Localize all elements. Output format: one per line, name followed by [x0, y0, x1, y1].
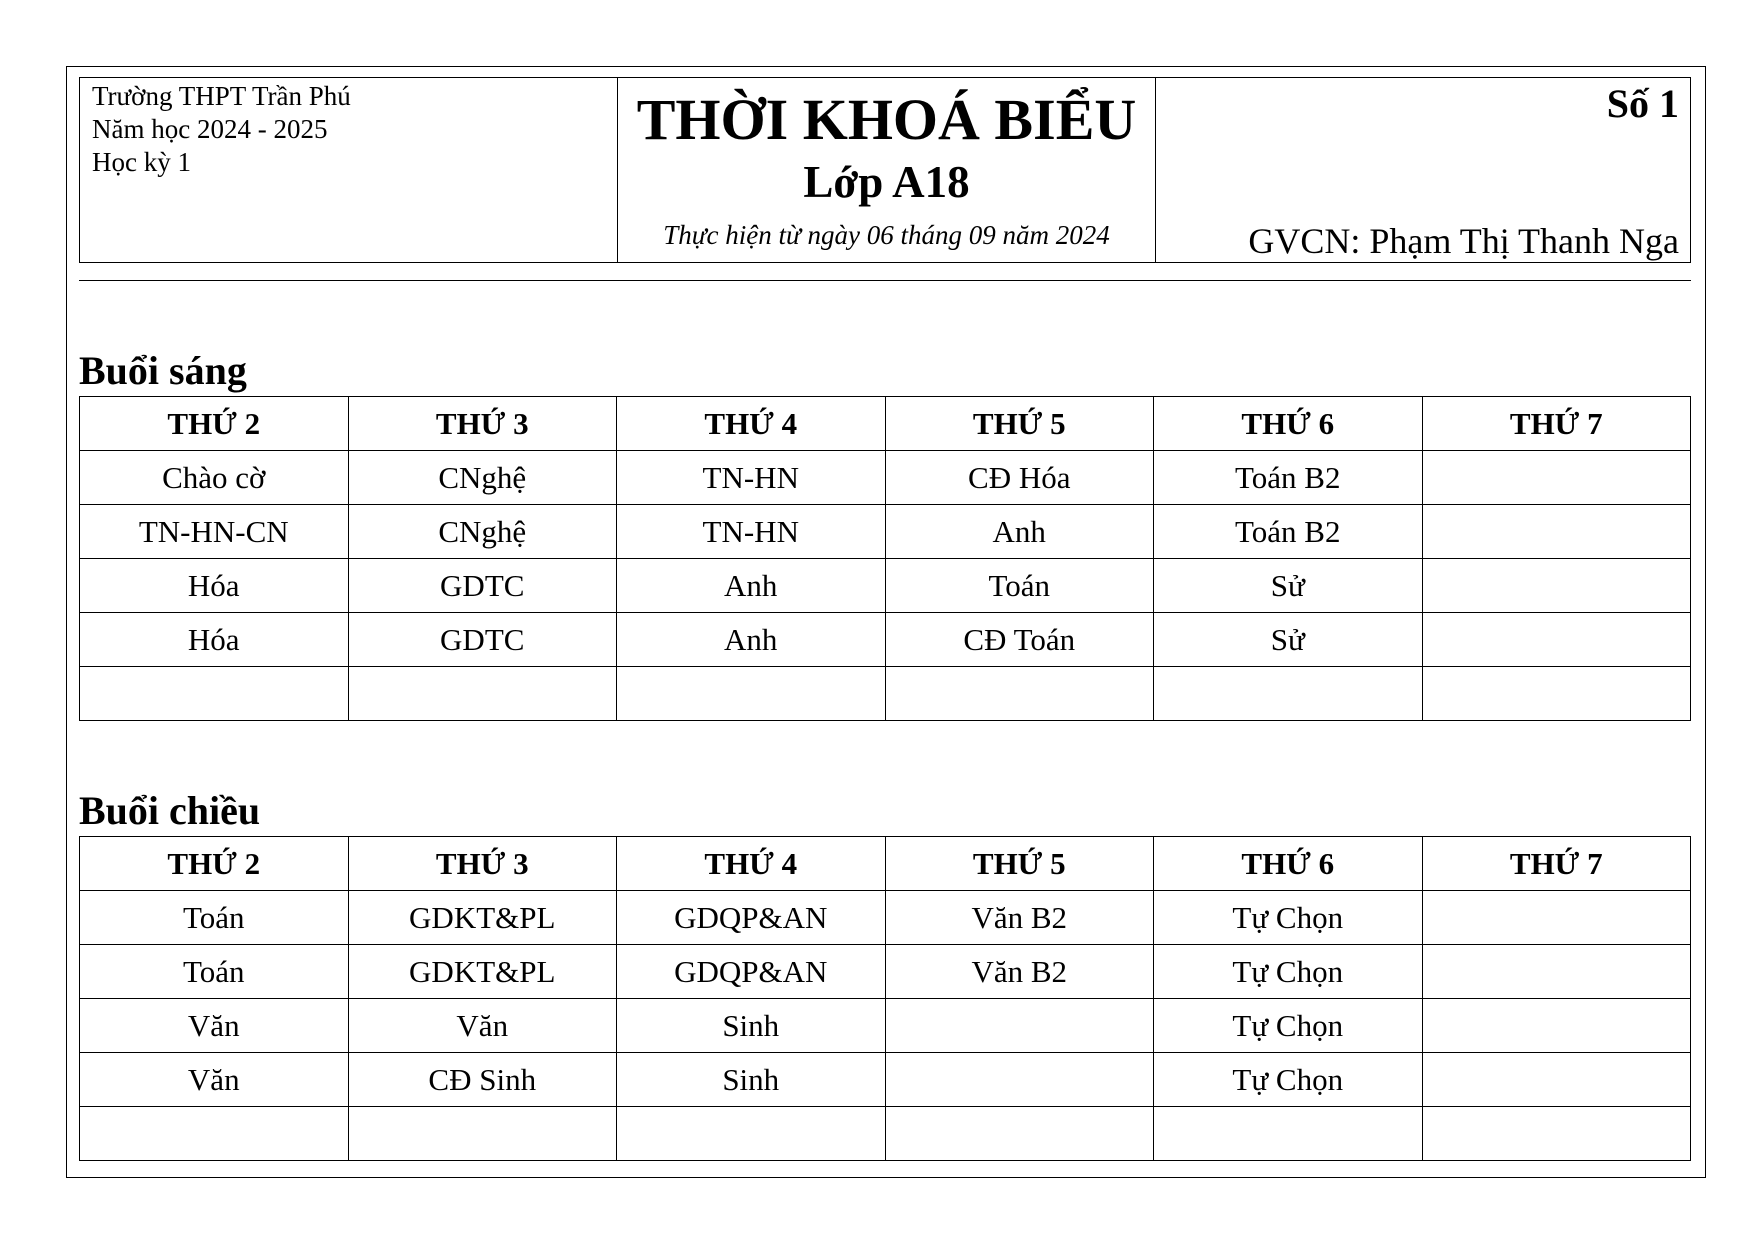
table-row	[80, 999, 1691, 1053]
table-cell	[1422, 559, 1691, 613]
table-cell	[348, 667, 617, 721]
table-row	[80, 613, 1691, 667]
table-cell	[1422, 667, 1691, 721]
table-cell	[885, 1107, 1154, 1161]
table-cell: GDQP&AN	[617, 891, 886, 945]
table-cell: Tự Chọn	[1154, 1053, 1423, 1107]
table-cell: TN-HN	[617, 505, 886, 559]
table-cell: Văn	[348, 999, 617, 1053]
table-cell: GDKT&PL	[348, 891, 617, 945]
day-header: THỨ 7	[1422, 837, 1691, 891]
school-name: Trường THPT Trần Phú	[92, 81, 351, 111]
table-cell	[1422, 451, 1691, 505]
table-cell	[1422, 505, 1691, 559]
table-row	[80, 945, 1691, 999]
day-header: THỨ 5	[885, 837, 1154, 891]
day-header: THỨ 5	[885, 397, 1154, 451]
table-cell: Tự Chọn	[1154, 999, 1423, 1053]
table-cell: Tự Chọn	[1154, 891, 1423, 945]
table-cell: Văn B2	[885, 891, 1154, 945]
table-row	[80, 505, 1691, 559]
table-cell	[1422, 1107, 1691, 1161]
day-header: THỨ 6	[1154, 397, 1423, 451]
day-header: THỨ 2	[80, 397, 349, 451]
afternoon-schedule-table	[79, 836, 1691, 1161]
table-row	[80, 667, 1691, 721]
day-header: THỨ 3	[348, 397, 617, 451]
table-cell	[80, 667, 349, 721]
table-cell: CĐ Hóa	[885, 451, 1154, 505]
table-cell: Hóa	[80, 613, 349, 667]
school-term: Học kỳ 1	[92, 147, 191, 177]
table-header-row	[80, 397, 1691, 451]
homeroom-teacher: GVCN: Phạm Thị Thanh Nga	[1248, 221, 1679, 261]
day-header: THỨ 7	[1422, 397, 1691, 451]
table-cell	[617, 667, 886, 721]
table-cell: Chào cờ	[80, 451, 349, 505]
day-header: THỨ 2	[80, 837, 349, 891]
table-cell: Sử	[1154, 559, 1423, 613]
table-cell: Văn	[80, 1053, 349, 1107]
table-cell: Toán B2	[1154, 451, 1423, 505]
table-cell: Toán	[80, 945, 349, 999]
table-cell: Toán B2	[1154, 505, 1423, 559]
table-cell	[1422, 1053, 1691, 1107]
afternoon-session-title: Buổi chiều	[79, 788, 261, 833]
day-header: THỨ 6	[1154, 837, 1423, 891]
header	[79, 77, 1691, 263]
table-cell	[1154, 667, 1423, 721]
morning-schedule-table	[79, 396, 1691, 721]
table-cell	[885, 1053, 1154, 1107]
table-cell	[1422, 613, 1691, 667]
table-cell	[1422, 999, 1691, 1053]
header-divider	[79, 280, 1691, 281]
table-cell: Văn	[80, 999, 349, 1053]
table-cell: Sử	[1154, 613, 1423, 667]
day-header: THỨ 3	[348, 837, 617, 891]
table-cell: Văn B2	[885, 945, 1154, 999]
table-cell: GDTC	[348, 613, 617, 667]
table-cell: GDQP&AN	[617, 945, 886, 999]
title-block	[618, 78, 1156, 262]
table-cell: GDTC	[348, 559, 617, 613]
table-row	[80, 559, 1691, 613]
table-cell: CNghệ	[348, 451, 617, 505]
doc-info	[1156, 78, 1690, 262]
doc-number: Số 1	[1606, 81, 1679, 126]
table-cell	[1422, 945, 1691, 999]
table-cell: Sinh	[617, 999, 886, 1053]
table-cell	[348, 1107, 617, 1161]
table-cell: Anh	[885, 505, 1154, 559]
school-info	[80, 78, 618, 262]
table-cell: Tự Chọn	[1154, 945, 1423, 999]
table-cell	[617, 1107, 886, 1161]
table-row	[80, 451, 1691, 505]
morning-session-title: Buổi sáng	[79, 348, 247, 393]
school-year: Năm học 2024 - 2025	[92, 114, 328, 144]
table-cell: Toán	[885, 559, 1154, 613]
table-header-row	[80, 837, 1691, 891]
table-cell: Anh	[617, 613, 886, 667]
table-cell: Toán	[80, 891, 349, 945]
table-row	[80, 1107, 1691, 1161]
table-cell	[1154, 1107, 1423, 1161]
table-cell: CĐ Sinh	[348, 1053, 617, 1107]
table-cell: Sinh	[617, 1053, 886, 1107]
class-name: Lớp A18	[803, 157, 970, 207]
table-cell: Anh	[617, 559, 886, 613]
table-cell: Hóa	[80, 559, 349, 613]
table-cell: CNghệ	[348, 505, 617, 559]
table-cell: GDKT&PL	[348, 945, 617, 999]
table-cell	[885, 999, 1154, 1053]
table-row	[80, 1053, 1691, 1107]
page-title: THỜI KHOÁ BIỂU	[636, 87, 1137, 152]
table-cell	[885, 667, 1154, 721]
effective-date: Thực hiện từ ngày 06 tháng 09 năm 2024	[663, 220, 1110, 250]
day-header: THỨ 4	[617, 837, 886, 891]
table-cell: TN-HN-CN	[80, 505, 349, 559]
day-header: THỨ 4	[617, 397, 886, 451]
table-cell	[80, 1107, 349, 1161]
table-row	[80, 891, 1691, 945]
table-cell: TN-HN	[617, 451, 886, 505]
table-cell	[1422, 891, 1691, 945]
table-cell: CĐ Toán	[885, 613, 1154, 667]
